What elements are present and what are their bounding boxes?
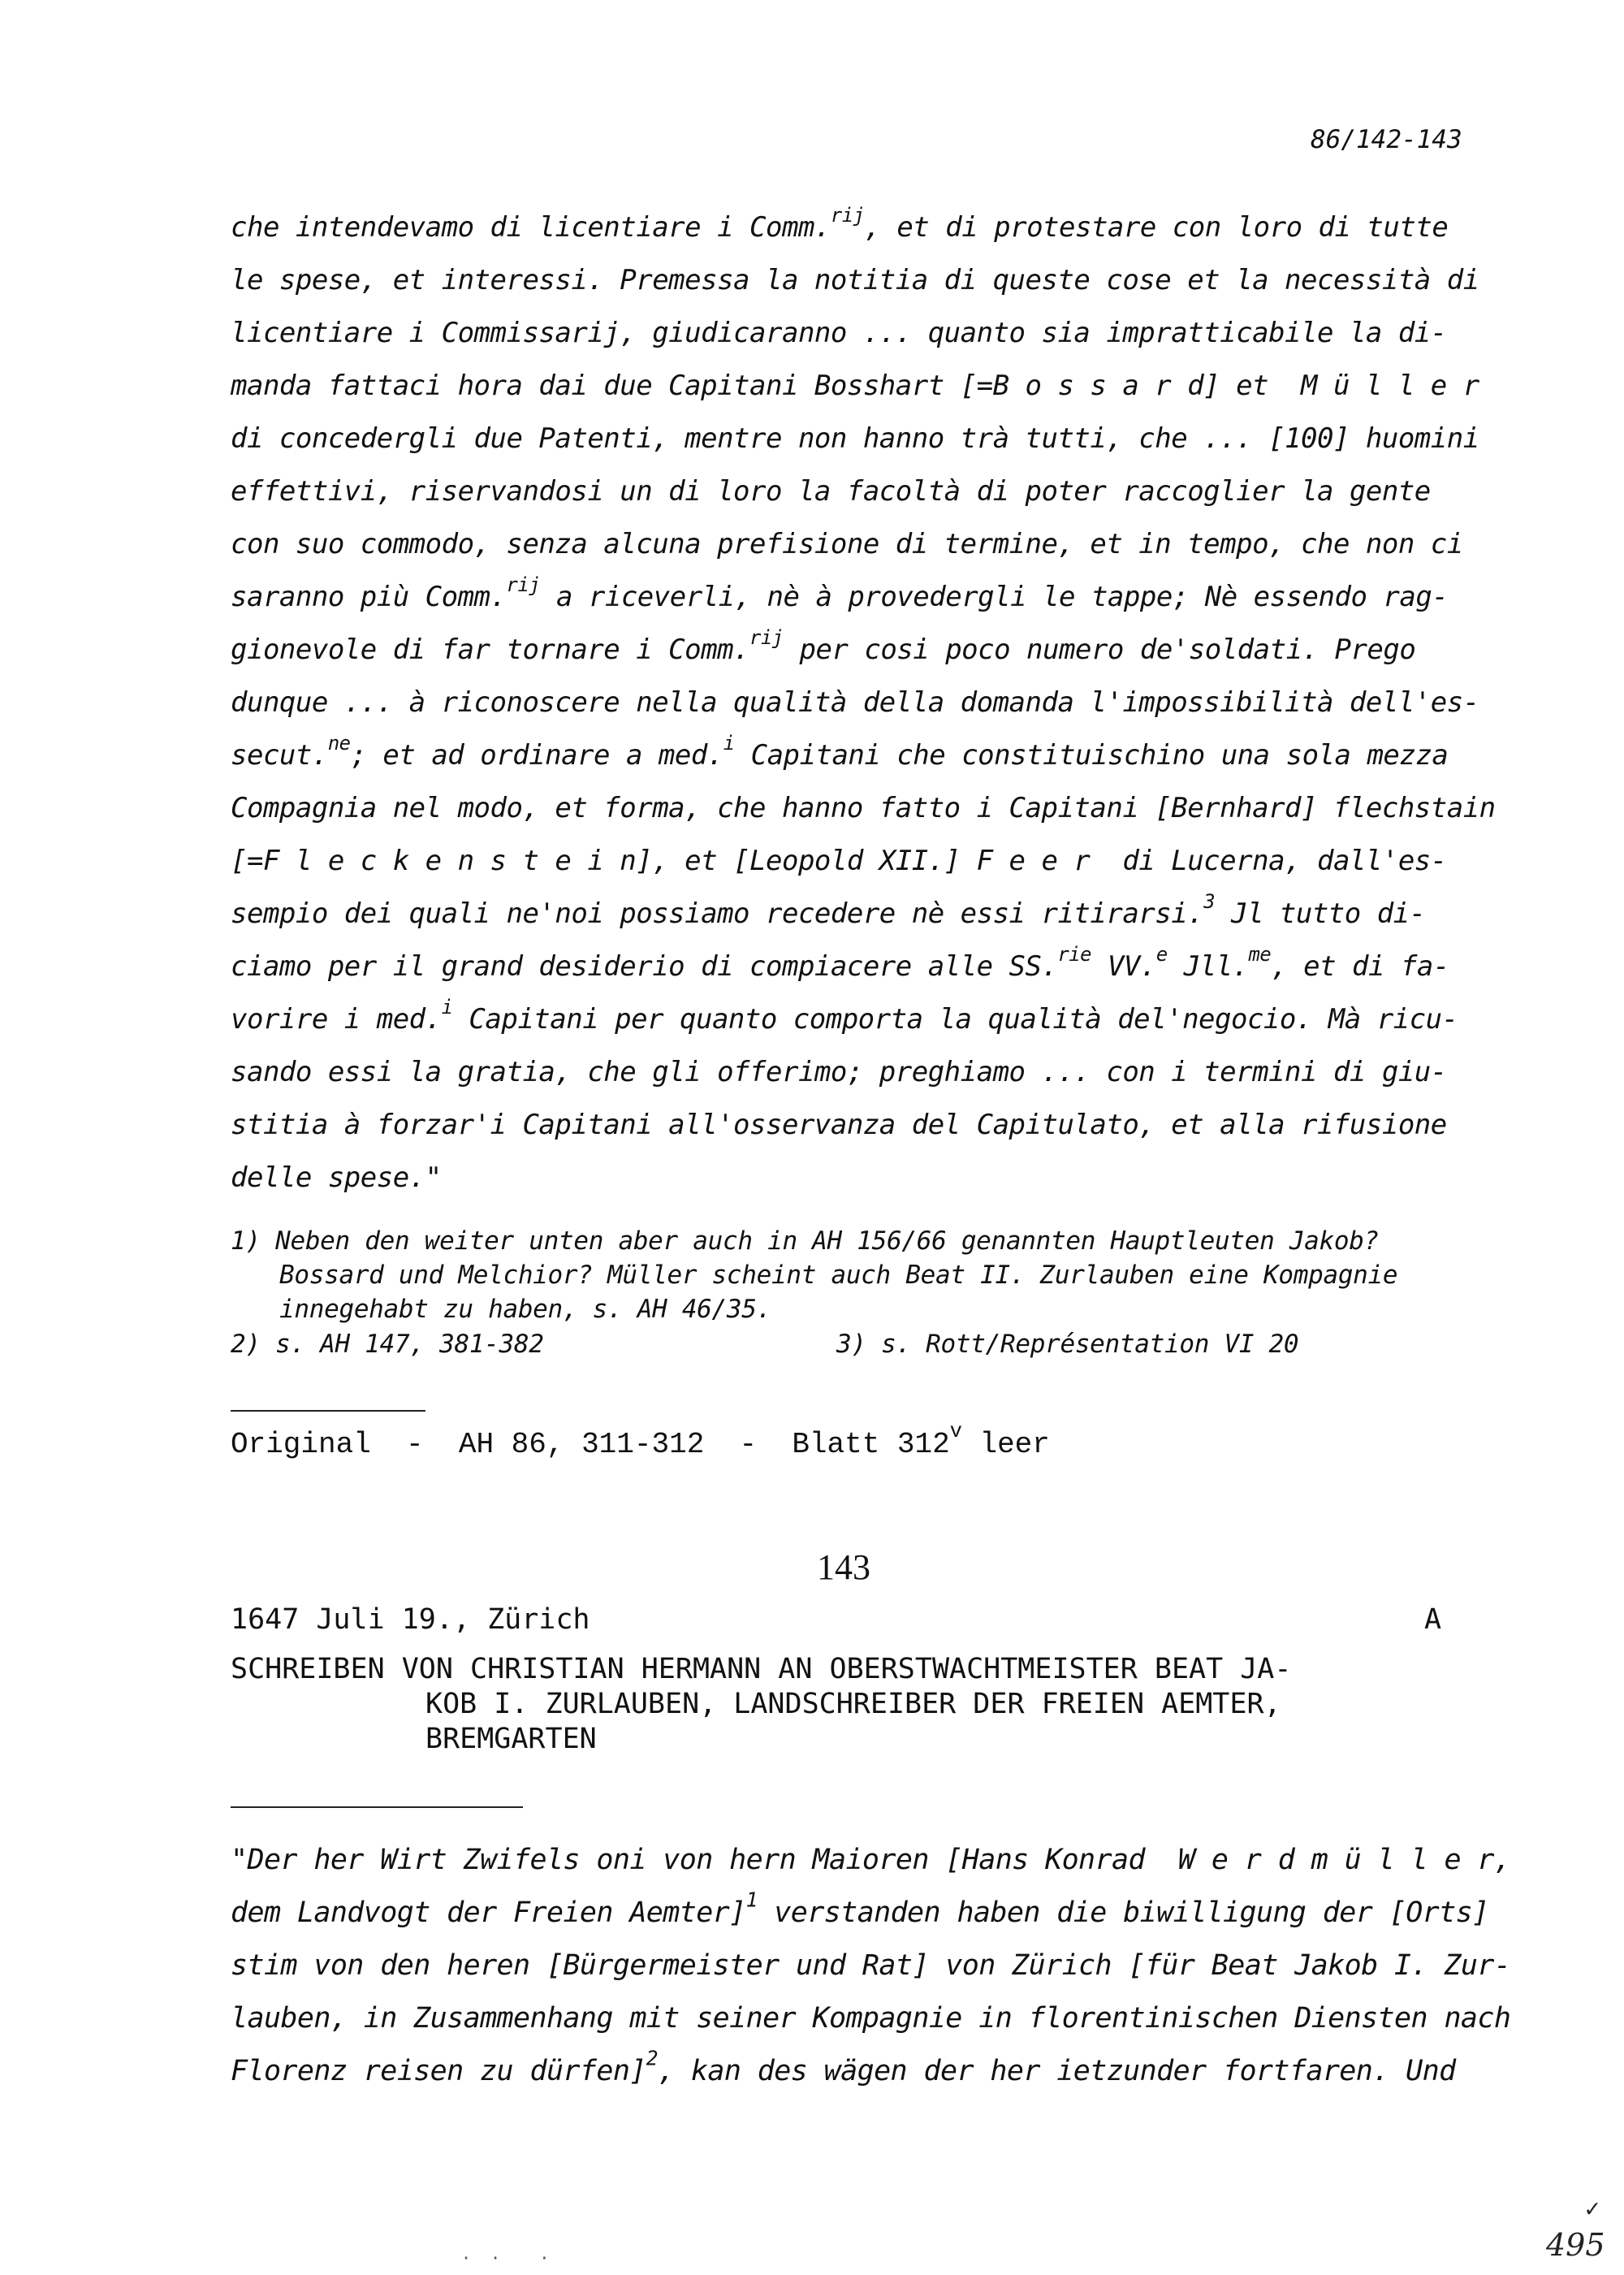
original-source-line: Original - AH 86, 311-312 - Blatt 312$^v$ leer <box>231 1420 1050 1461</box>
paragraph-line: manda fattaci hora dai due Capitani Bosshart [=B o s s a r d] et M ü l l e r <box>231 370 1479 402</box>
paragraph-line: dunque ... à riconoscere nella qualità della domanda l'impossibilità dell'es- <box>231 686 1479 719</box>
paragraph-line: Compagnia nel modo, et forma, che hanno fatto i Capitani [Bernhard] flechstain <box>231 792 1496 824</box>
footnote-1-line: Bossard und Melchior? Müller scheint auch Beat II. Zurlauben eine Kompagnie <box>279 1261 1398 1290</box>
paragraph-line: delle spese." <box>231 1161 442 1194</box>
date-place: 1647 Juli 19., Zürich <box>231 1603 590 1636</box>
quote-line: Florenz reisen zu dürfen]$^2$, kan des wägen der her ietzunder fortfaren. Und <box>231 2046 1456 2087</box>
paragraph-line: ciamo per il grand desiderio di compiacere alle SS.$^{rie}$ VV.$^e$ Jll.$^{me}$, et di fa- <box>231 943 1449 983</box>
document-letter: A <box>1424 1603 1442 1636</box>
footnote-2: 2) s. AH 147, 381-382 <box>231 1330 544 1359</box>
document-heading-line: SCHREIBEN VON CHRISTIAN HERMANN AN OBERSTWACHTMEISTER BEAT JA- <box>231 1653 1292 1685</box>
paragraph-line: stitia à forzar'i Capitani all'osservanza del Capitulato, et alla rifusione <box>231 1109 1447 1141</box>
checkmark-icon: ✓ <box>1585 2195 1600 2223</box>
paragraph-line: gionevole di far tornare i Comm.$^{rij}$ per cosi poco numero de'soldati. Prego <box>231 626 1416 666</box>
paragraph-line: di concedergli due Patenti, mentre non hanno trà tutti, che ... [100] huomini <box>231 422 1479 455</box>
document-heading-line: BREMGARTEN <box>425 1723 597 1755</box>
paragraph-line: effettivi, riservandosi un di loro la facoltà di poter raccoglier la gente <box>231 475 1431 508</box>
handwritten-page-mark: 495 <box>1546 2227 1605 2263</box>
paragraph-line: licentiare i Commissarij, giudicaranno ... quanto sia impratticabile la di- <box>231 317 1447 349</box>
quote-line: dem Landvogt der Freien Aemter]$^1$ verstanden haben die biwilligung der [Orts] <box>231 1888 1489 1929</box>
paragraph-line: saranno più Comm.$^{rij}$ a riceverli, nè à provedergli le tappe; Nè essendo rag- <box>231 573 1449 613</box>
quote-line: lauben, in Zusammenhang mit seiner Kompagnie in florentinischen Diensten nach <box>231 2002 1511 2035</box>
paragraph-line: [=F l e c k e n s t e i n], et [Leopold XII.] F e e r di Lucerna, dall'es- <box>231 845 1447 877</box>
footnote-3: 3) s. Rott/Représentation VI 20 <box>836 1330 1299 1359</box>
paragraph-line: secut.$^{ne}$; et ad ordinare a med.$^i$ Capitani che constituischino una sola mezza <box>231 732 1449 772</box>
page-reference: 86/142-143 <box>1311 125 1462 154</box>
quote-line: "Der her Wirt Zwifels oni von hern Maioren [Hans Konrad W e r d m ü l l e r, <box>231 1844 1511 1876</box>
document-heading-line: KOB I. ZURLAUBEN, LANDSCHREIBER DER FREIEN AEMTER, <box>425 1688 1281 1720</box>
separator-rule <box>231 1410 425 1412</box>
quote-line: stim von den heren [Bürgermeister und Rat] von Zürich [für Beat Jakob I. Zur- <box>231 1949 1511 1982</box>
document-number: 143 <box>817 1547 870 1587</box>
footnote-1-line: innegehabt zu haben, s. AH 46/35. <box>279 1295 771 1324</box>
paragraph-line: sempio dei quali ne'noi possiamo recedere nè essi ritirarsi.$^3$ Jl tutto di- <box>231 890 1426 930</box>
paragraph-line: sando essi la gratia, che gli offerimo; preghiamo ... con i termini di giu- <box>231 1056 1447 1088</box>
paragraph-line: vorire i med.$^i$ Capitani per quanto comporta la qualità del'negocio. Mà ricu- <box>231 996 1458 1036</box>
separator-rule <box>231 1806 523 1808</box>
paragraph-line: che intendevamo di licentiare i Comm.$^{rij}$, et di protestare con loro di tutte <box>231 204 1449 244</box>
paragraph-line: le spese, et interessi. Premessa la notitia di queste cose et la necessità di <box>231 264 1479 296</box>
scan-speck: · · · <box>461 2248 550 2268</box>
paragraph-line: con suo commodo, senza alcuna prefisione di termine, et in tempo, che non ci <box>231 528 1463 560</box>
footnote-1-line: 1) Neben den weiter unten aber auch in AH 156/66 genannten Hauptleuten Jakob? <box>231 1226 1379 1256</box>
